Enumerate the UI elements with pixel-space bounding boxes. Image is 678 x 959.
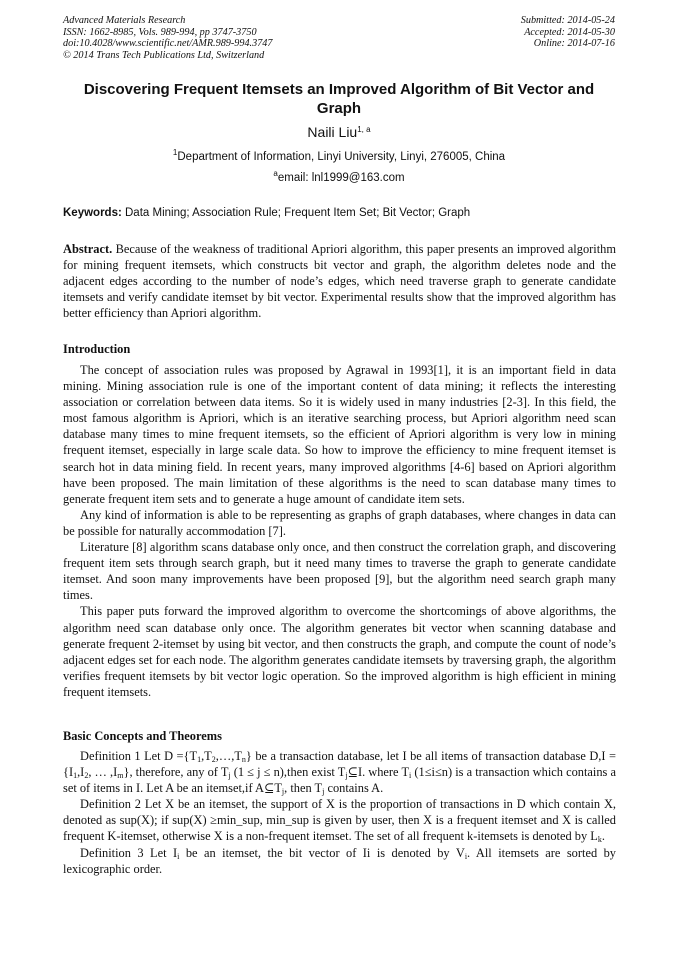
affiliation-text: Department of Information, Linyi University, Linyi, 276005, China [177,151,506,163]
intro-paragraph: Literature [8] algorithm scans database only once, and then construct the correlation graph, and discovering frequent item sets through search graph, but it need many times to traverse the graph to generate candidate itemset. And soon many improvements have been proposed [9], but the algorithm need search graph many times. [63,540,616,603]
email-text: email: lnl1999@163.com [277,172,405,184]
intro-paragraph: Any kind of information is able to be representing as graphs of graph databases, where changes in data can be possible for naturally accommodation [7]. [63,507,616,538]
author-sup: 1, a [357,125,371,134]
journal-info [63,15,272,61]
date-submitted: Submitted: 2014-05-24 [520,15,615,26]
affiliation [0,150,678,164]
definition-3: Definition 3 Let $I_i$ be an itemset, the bit vector of Ii is denoted by $V_i$. All itemsets are sorted by lexicographic order. [63,845,616,876]
definition-2: Definition 2 Let X be an itemset, the support of X is the proportion of transactions in D which contain X, denoted as sup(X); if sup(X) ≥min_sup, min_sup is given by user, then X is a frequent itemset and X is called frequent K-itemset, otherwise X is a non-frequent itemset. The set of all frequent k-itemsets is denoted by $L_k$. [63,797,616,845]
introduction-heading: Introduction [63,342,131,356]
affiliation-sup: 1 [172,148,178,157]
journal-copyright: © 2014 Trans Tech Publications Ltd, Switzerland [63,49,265,61]
definition-1: Definition 1 Let $D =\{T_1,T_2,\dots,T_n\}$ be a transaction database, let I be all items of transaction database $D,I = \{I_1,I_2$, … $,I_m$}, therefore, any of $T_j$ (1 ≤ j ≤ n),then exist $T_j⊆I$. where $T_i$ (1≤i≤n) is a transaction which contains a set of items in I. Let A be an itemset,if $A⊆T_j$, then $T_j$ contains A. [63,749,616,797]
keywords [63,206,616,220]
submission-dates [521,15,615,50]
keywords-text: Data Mining; Association Rule; Frequent Item Set; Bit Vector; Graph [125,207,471,219]
introduction-body [63,362,616,700]
paper-title: Discovering Frequent Itemsets an Improved Algorithm of Bit Vector and Graph [83,81,595,117]
abstract [63,241,616,321]
date-accepted: Accepted: 2014-05-30 [524,26,615,38]
email-line [0,171,678,185]
abstract-label: Abstract. [63,242,113,256]
basic-concepts-heading: Basic Concepts and Theorems [63,729,222,743]
journal-name: Advanced Materials Research [63,15,186,26]
date-online: Online: 2014-07-16 [533,38,615,49]
journal-issn: ISSN: 1662-8985, Vols. 989-994, pp 3747-3750 [63,26,257,38]
abstract-text: Because of the weakness of traditional Apriori algorithm, this paper presents an improved algorithm for mining frequent itemsets, which constructs bit vector and graph, the algorithm deletes node and the adjacent edges according to the number of node’s edges, which need traverse graph to generate candidate itemsets and verify candidate itemset by bit vector. Experimental results show that the improved algorithm has better efficiency than Apriori algorithm. [63,242,616,321]
intro-paragraph: The concept of association rules was proposed by Agrawal in 1993[1], it is an important field in data mining. Mining association rule is one of the important content of data mining; it reflects the interesting association or correlation between data items. So it is widely used in many industries [2-3]. In this field, the most famous algorithm is Apriori, which is an iterative searching process, but Apriori algorithm need scan database many times to mine frequent itemsets, so the efficient of Apriori algorithm is very low in mining frequent itemset, especially in large scale data. So how to improve the efficiency to mine frequent itemset is search hot in data mining field. In recent years, many improved algorithms [4-6] based on Apriori algorithm have been proposed. The main limitation of these algorithms is the need to scan database many times to generate frequent item sets and to generate a huge amount of candidate item sets. [63,363,616,506]
journal-doi: doi:10.4028/www.scientific.net/AMR.989-994.3747 [63,38,273,49]
author-name: Naili Liu [307,124,358,140]
keywords-label: Keywords: [63,207,122,219]
basic-concepts-body [63,748,616,877]
author-line [0,124,678,140]
intro-paragraph: This paper puts forward the improved algorithm to overcome the shortcomings of above algorithms, the algorithm need scan database only once. The algorithm generates bit vector when scanning database and generate frequent 2-itemset by using bit vector, and then constructs the graph, and compute the count of node’s adjacent edges set for each node. The algorithm generates candidate itemsets by traversing graph, the algorithm verifies frequent itemsets by bit vector logic operation. So the improved algorithm is high efficient in mining frequent itemsets. [63,604,616,699]
email-sup: a [273,169,278,178]
